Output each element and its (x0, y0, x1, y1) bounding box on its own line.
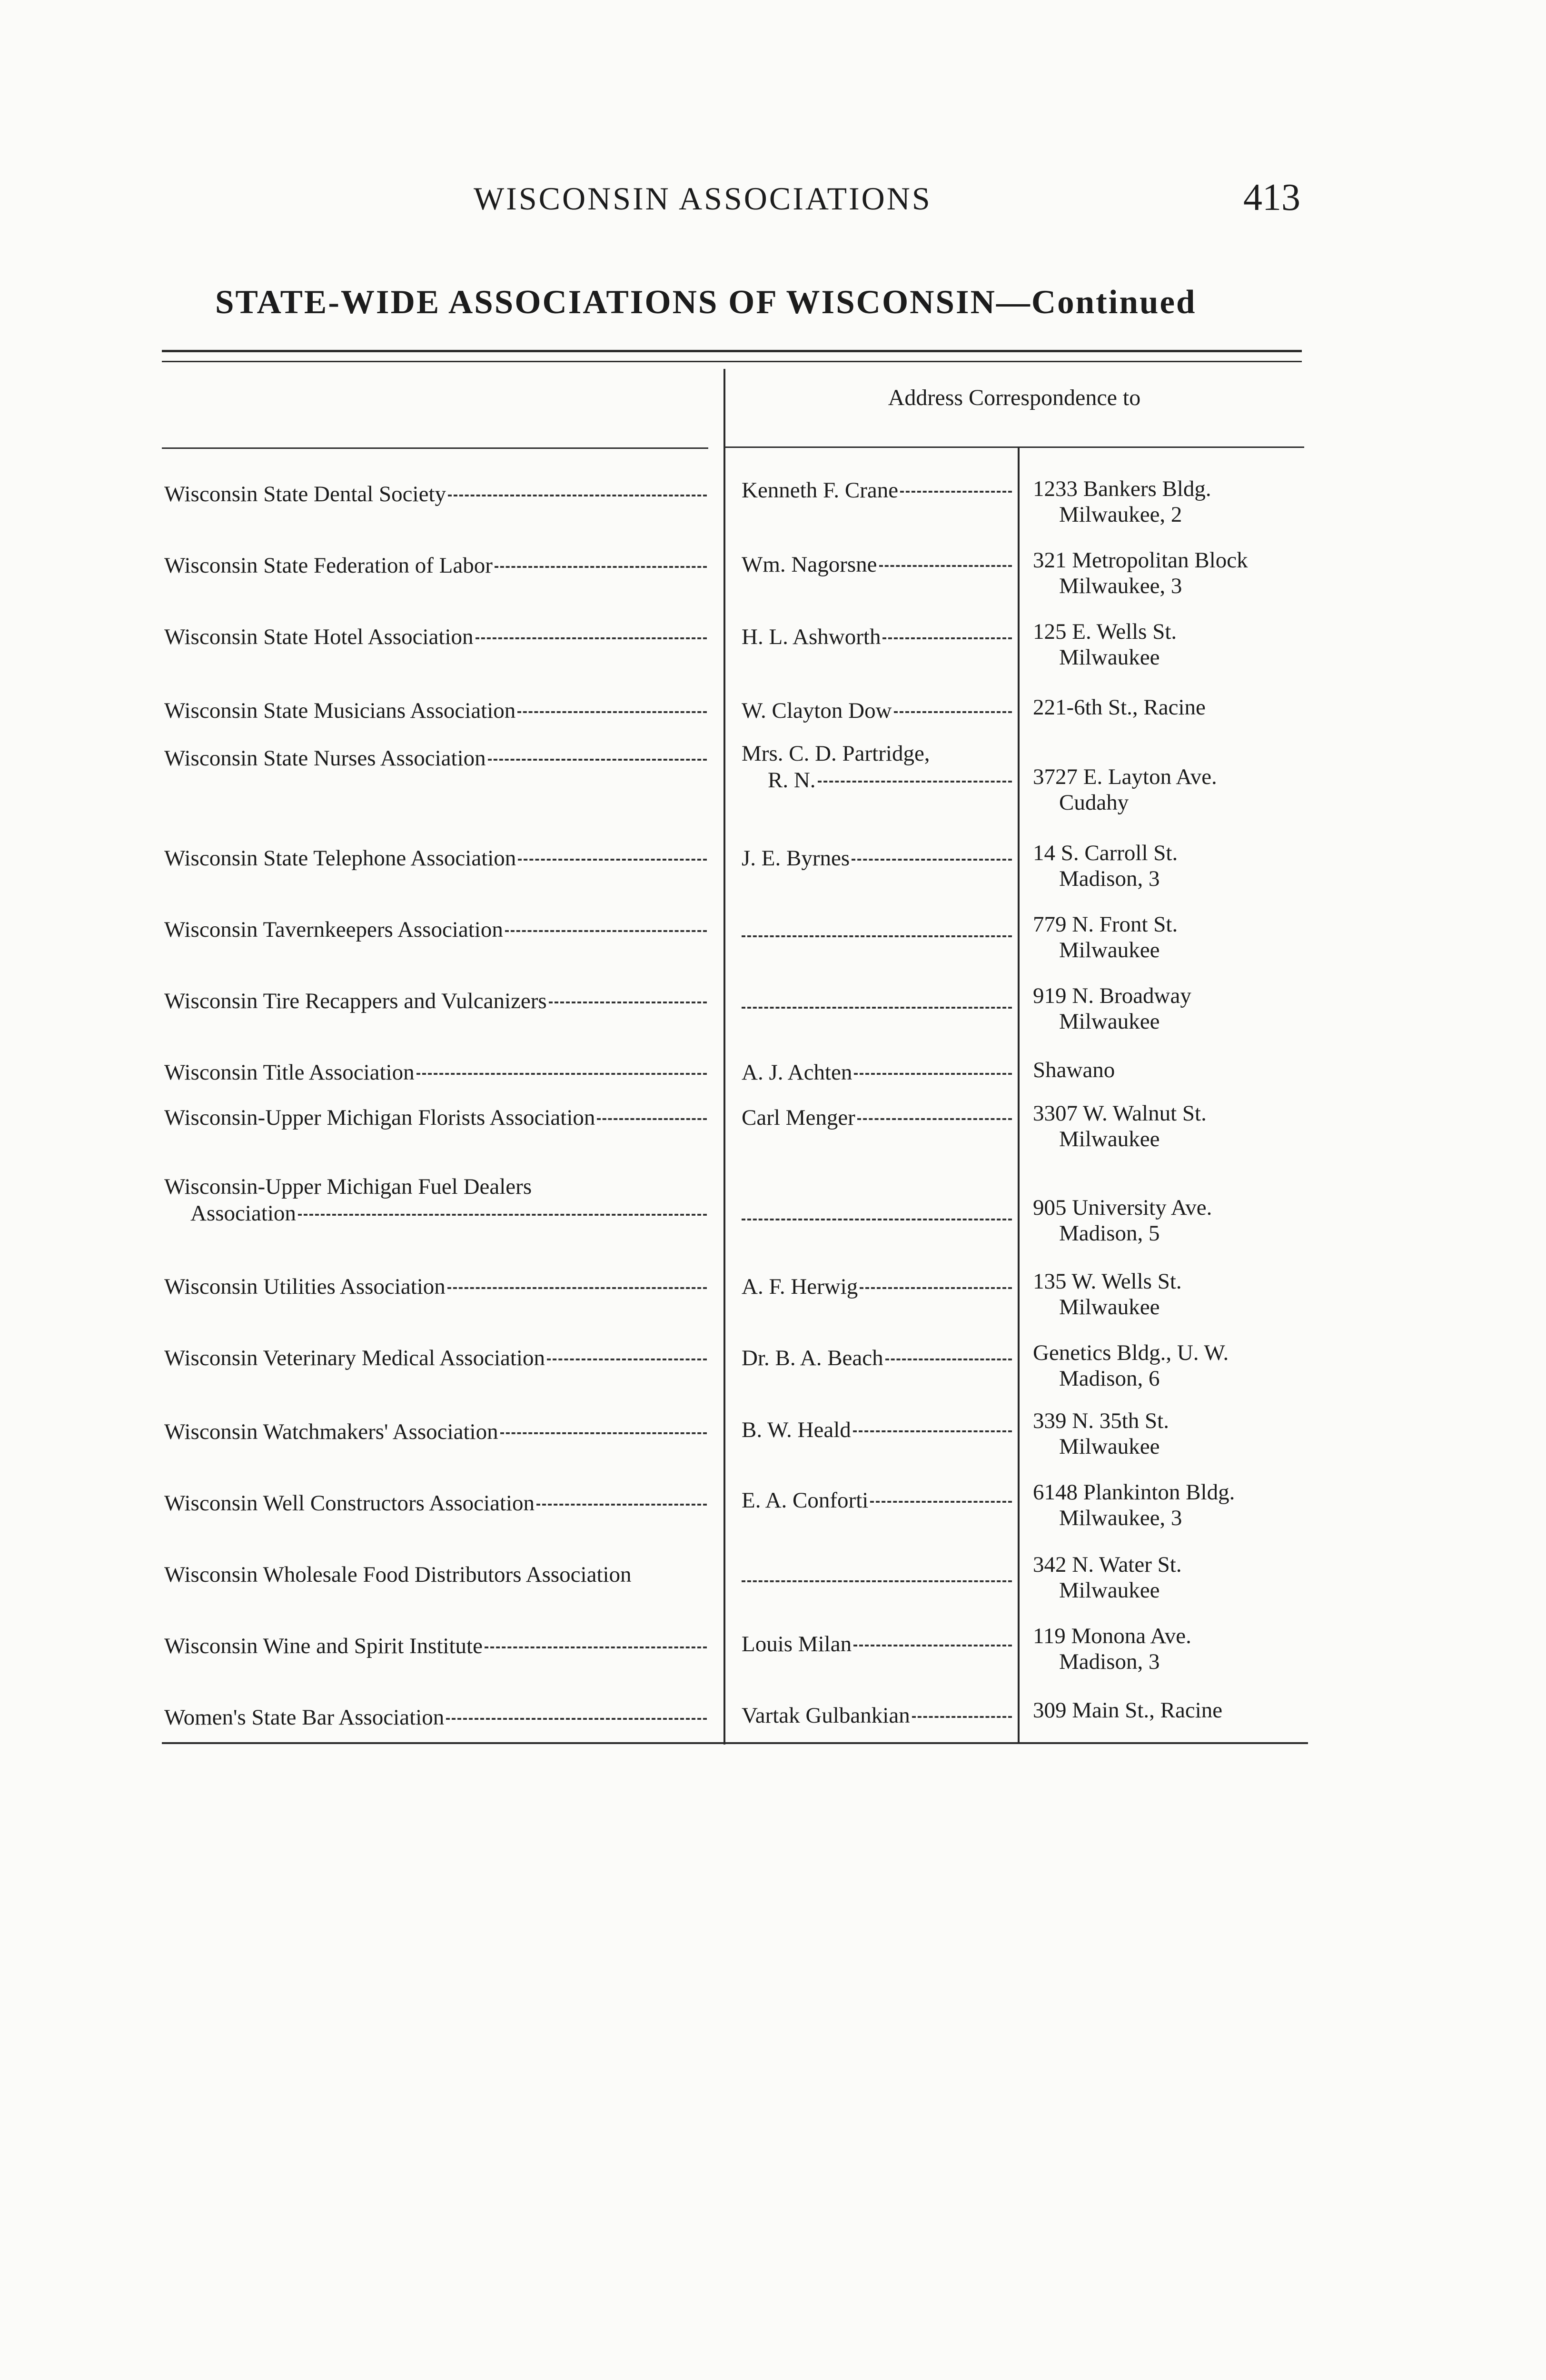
address-line-1: 919 N. Broadway (1033, 983, 1191, 1008)
secretary-blank (742, 992, 1012, 1009)
association-name: Wisconsin Wine and Spirit Institute (164, 1634, 483, 1658)
header-underline-right (723, 446, 1304, 448)
association-name-line-2: Association (190, 1201, 296, 1226)
address-line-1: 1233 Bankers Bldg. (1033, 476, 1211, 501)
address-line-1: 3307 W. Walnut St. (1033, 1101, 1207, 1126)
address-line-1: 3727 E. Layton Ave. (1033, 764, 1217, 789)
secretary-name: Louis Milan (742, 1632, 852, 1656)
secretary-name: Vartak Gulbankian (742, 1703, 910, 1728)
table-bottom-rule (162, 1742, 1308, 1744)
association-name: Wisconsin Title Association (164, 1060, 415, 1085)
column-header-address: Address Correspondence to (888, 385, 1141, 410)
address-line-1: 221-6th St., Racine (1033, 695, 1206, 720)
address-line-1: 321 Metropolitan Block (1033, 548, 1248, 573)
address-line-2: Milwaukee (1059, 1009, 1160, 1034)
page-title: STATE-WIDE ASSOCIATIONS OF WISCONSIN—Continued (215, 284, 1197, 321)
secretary-name: W. Clayton Dow (742, 698, 892, 723)
association-name: Wisconsin Watchmakers' Association (164, 1419, 498, 1444)
address-line-1: 779 N. Front St. (1033, 912, 1178, 937)
address-line-2: Madison, 5 (1059, 1221, 1160, 1246)
address-line-2: Milwaukee (1059, 1127, 1160, 1151)
secretary-blank (742, 921, 1012, 937)
secretary-name: Dr. B. A. Beach (742, 1346, 883, 1370)
address-line-1: 309 Main St., Racine (1033, 1698, 1223, 1723)
table-top-rule-inner (162, 361, 1302, 362)
address-line-2: Milwaukee, 2 (1059, 502, 1182, 527)
association-name: Wisconsin-Upper Michigan Fuel Dealers (164, 1174, 532, 1199)
address-line-2: Milwaukee, 3 (1059, 1506, 1182, 1530)
address-line-2: Milwaukee, 3 (1059, 574, 1182, 598)
address-line-1: Shawano (1033, 1058, 1115, 1082)
association-name: Wisconsin State Federation of Labor (164, 553, 493, 578)
address-line-2: Milwaukee (1059, 645, 1160, 670)
secretary-name: Mrs. C. D. Partridge, (742, 741, 930, 766)
running-head (0, 177, 1546, 228)
secretary-name: E. A. Conforti (742, 1488, 869, 1513)
association-name: Wisconsin Wholesale Food Distributors Association (164, 1562, 632, 1587)
secretary-blank (742, 1204, 1012, 1220)
association-name: Women's State Bar Association (164, 1705, 445, 1730)
secretary-name: Carl Menger (742, 1105, 855, 1130)
secretary-name: A. J. Achten (742, 1060, 852, 1085)
address-line-1: 135 W. Wells St. (1033, 1269, 1182, 1294)
address-line-2: Madison, 6 (1059, 1366, 1160, 1391)
address-line-1: 125 E. Wells St. (1033, 619, 1177, 644)
running-title: WISCONSIN ASSOCIATIONS (474, 180, 932, 217)
secretary-name: Kenneth F. Crane (742, 478, 899, 503)
column-divider-2 (1018, 447, 1020, 1742)
association-name: Wisconsin Utilities Association (164, 1274, 446, 1299)
page-number: 413 (1243, 177, 1300, 218)
secretary-name: H. L. Ashworth (742, 625, 881, 649)
address-line-1: 14 S. Carroll St. (1033, 841, 1178, 865)
association-name: Wisconsin Well Constructors Association (164, 1491, 535, 1516)
address-line-2: Cudahy (1059, 790, 1129, 815)
address-line-1: 339 N. 35th St. (1033, 1408, 1169, 1433)
address-line-2: Milwaukee (1059, 1578, 1160, 1603)
header-underline-left (162, 447, 708, 449)
column-divider-1 (723, 369, 725, 1745)
association-name: Wisconsin State Dental Society (164, 482, 446, 506)
address-line-2: Milwaukee (1059, 1295, 1160, 1319)
secretary-name-line-2: R. N. (768, 768, 816, 793)
secretary-name: J. E. Byrnes (742, 846, 850, 871)
address-line-1: 342 N. Water St. (1033, 1552, 1182, 1577)
association-name: Wisconsin Veterinary Medical Association (164, 1346, 545, 1370)
association-name: Wisconsin Tire Recappers and Vulcanizers (164, 989, 547, 1013)
address-line-2: Madison, 3 (1059, 866, 1160, 891)
association-name: Wisconsin State Nurses Association (164, 746, 486, 771)
association-name: Wisconsin State Hotel Association (164, 625, 474, 649)
table-top-rule (162, 350, 1302, 352)
address-line-1: Genetics Bldg., U. W. (1033, 1340, 1229, 1365)
address-line-2: Milwaukee (1059, 1434, 1160, 1459)
secretary-blank (742, 1566, 1012, 1582)
association-name: Wisconsin Tavernkeepers Association (164, 917, 503, 942)
address-line-1: 119 Monona Ave. (1033, 1624, 1191, 1648)
secretary-name: Wm. Nagorsne (742, 552, 877, 577)
address-line-2: Madison, 3 (1059, 1649, 1160, 1674)
secretary-name: B. W. Heald (742, 1418, 851, 1442)
address-line-2: Milwaukee (1059, 938, 1160, 962)
association-name: Wisconsin State Telephone Association (164, 846, 516, 871)
address-line-1: 905 University Ave. (1033, 1195, 1212, 1220)
association-name: Wisconsin-Upper Michigan Florists Association (164, 1105, 595, 1130)
address-line-1: 6148 Plankinton Bldg. (1033, 1480, 1235, 1505)
secretary-name: A. F. Herwig (742, 1274, 858, 1299)
association-name: Wisconsin State Musicians Association (164, 698, 516, 723)
